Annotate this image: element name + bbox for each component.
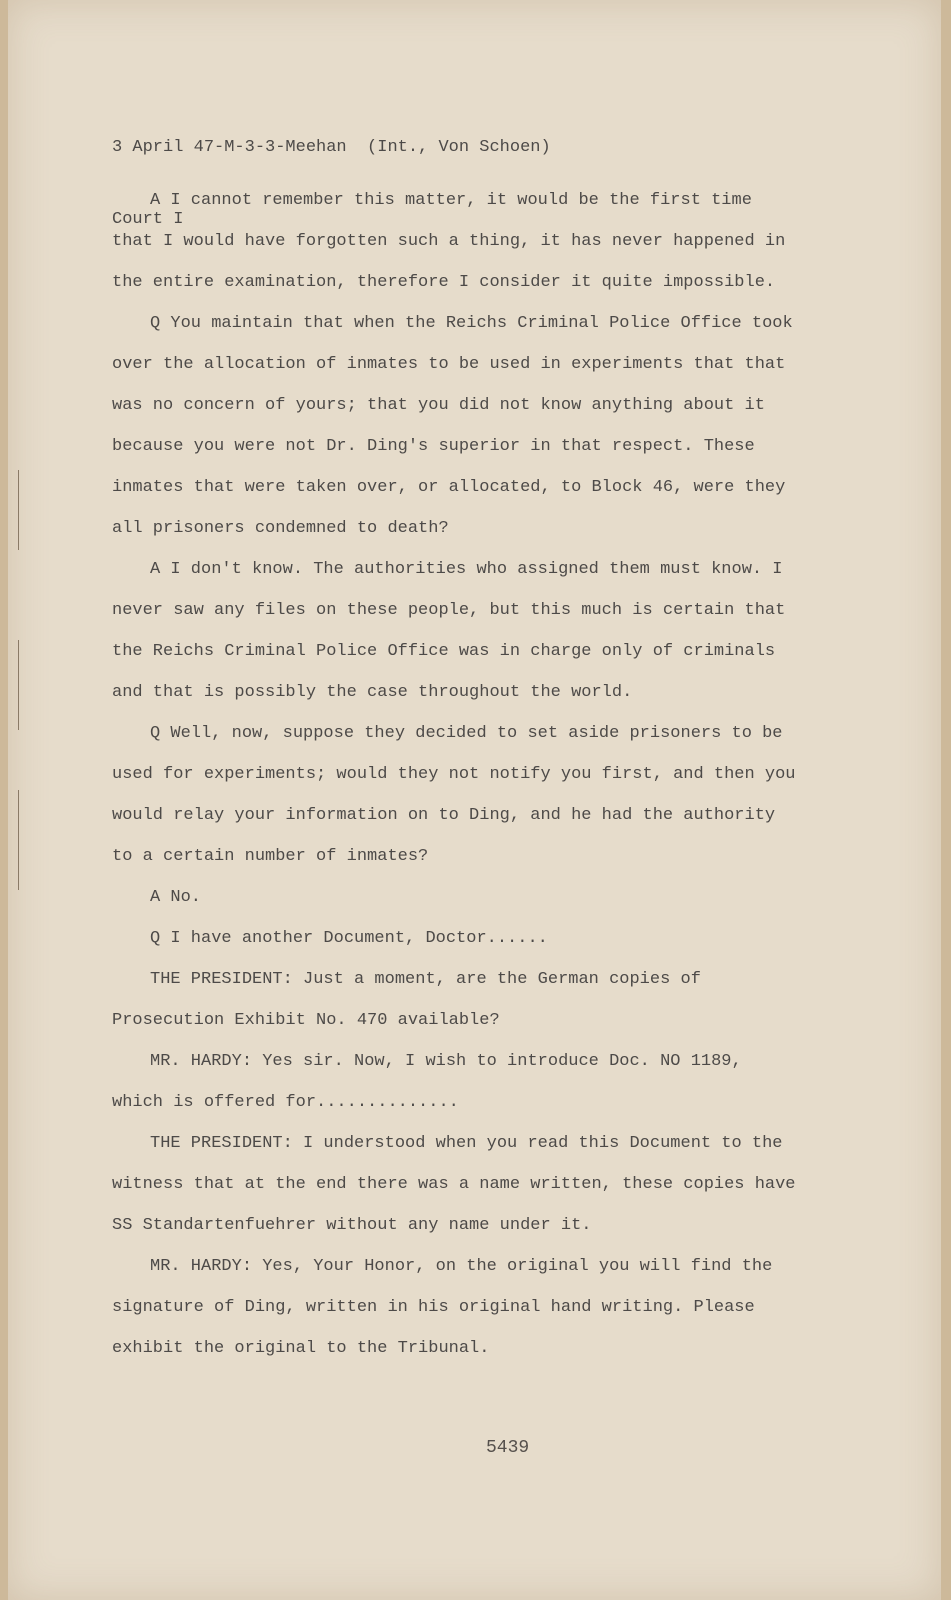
answer-paragraph: A I cannot remember this matter, it would be the first time that I would have forgotten such a thing, it has never happened in the entire examination, therefore I consider it quite impossible.	[112, 191, 786, 292]
answer-paragraph: A No.	[150, 888, 202, 907]
hardy-statement: MR. HARDY: Yes sir. Now, I wish to introduce Doc. NO 1189, which is offered for..............	[112, 1052, 742, 1112]
question-paragraph: Q You maintain that when the Reichs Criminal Police Office took over the allocation of inmates to be used in experiments that that was no concern of yours; that you did not know anything about it because you were not Dr. Ding's superior in that respect. These inmates that were taken over, or allocated, to Block 46, were they all prisoners condemned to death?	[112, 314, 793, 538]
transcript-body	[112, 180, 802, 1369]
edge-mark	[18, 470, 19, 550]
document-page	[8, 0, 941, 1600]
question-paragraph: Q I have another Document, Doctor......	[150, 929, 548, 948]
header-line-date-reference: 3 April 47-M-3-3-Meehan (Int., Von Schoen)	[112, 138, 551, 157]
question-paragraph: Q Well, now, suppose they decided to set aside prisoners to be used for experiments; would they not notify you first, and then you would relay your information on to Ding, and he had the authority to a certain number of inmates?	[112, 724, 796, 866]
edge-mark	[18, 790, 19, 890]
hardy-statement: MR. HARDY: Yes, Your Honor, on the original you will find the signature of Ding, written in his original hand writing. Please exhibit the original to the Tribunal.	[112, 1257, 773, 1358]
president-statement: THE PRESIDENT: Just a moment, are the German copies of Prosecution Exhibit No. 470 available?	[112, 970, 701, 1030]
answer-paragraph: A I don't know. The authorities who assigned them must know. I never saw any files on these people, but this much is certain that the Reichs Criminal Police Office was in charge only of criminals and that is possibly the case throughout the world.	[112, 560, 786, 702]
edge-mark	[18, 640, 19, 730]
page-number: 5439	[486, 1438, 530, 1458]
header-line-court: Court I	[112, 210, 184, 229]
president-statement: THE PRESIDENT: I understood when you read this Document to the witness that at the end there was a name written, these copies have SS Standartenfuehrer without any name under it.	[112, 1134, 796, 1235]
